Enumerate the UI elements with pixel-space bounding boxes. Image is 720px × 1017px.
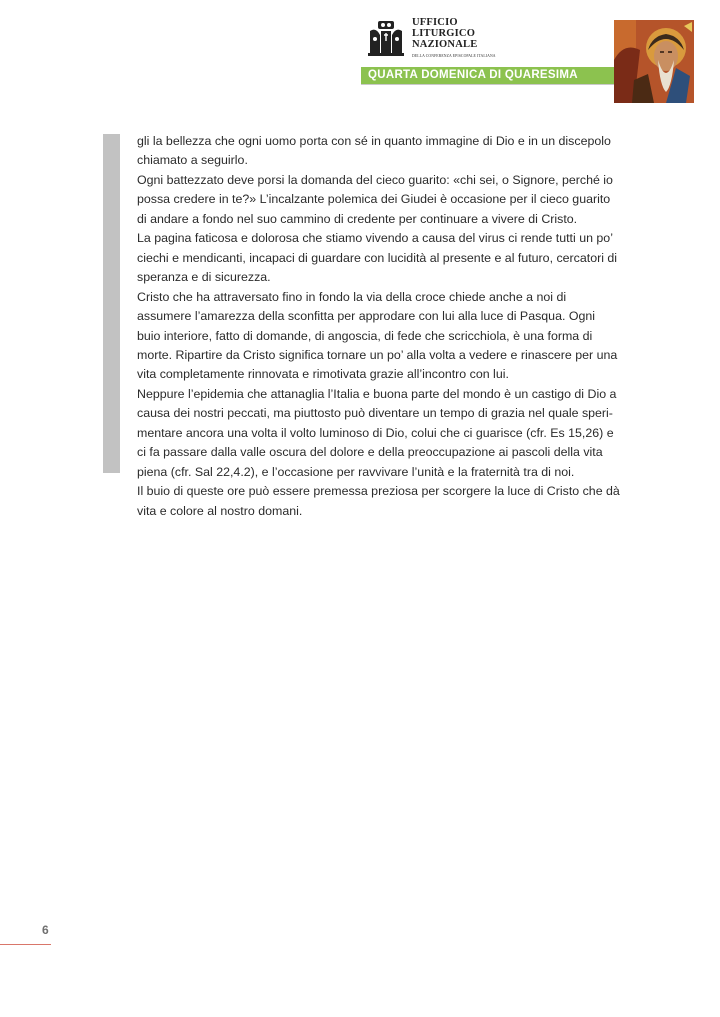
banner-divider	[361, 84, 614, 85]
body-text	[137, 132, 620, 521]
liturgical-emblem-icon	[364, 19, 408, 59]
page-number: 6	[42, 923, 49, 937]
paragraph: gli la bellezza che ogni uomo porta con sé in quanto immagine di Dio e in un discepolo chiamato a seguirlo.	[137, 134, 611, 168]
logo-wordmark	[412, 17, 477, 50]
page-number-rule	[0, 944, 51, 945]
paragraph: Cristo che ha attraversato fino in fondo la via della croce chiede anche a noi di assumere l’amarezza della sconfitta per approdare con lui alla luce di Pasqua. Ogni buio interiore, fatto di domande, di angoscia, di fede che scricchiola, è una forma di morte. Ripartire da Cristo significa tornare un po’ alla volta a vedere e rinascere per una vita completamente rinnovata e rimotivata grazie all’incontro con lui.	[137, 289, 618, 382]
page-header	[0, 0, 720, 110]
paragraph: Neppure l’epidemia che attanaglia l’Italia e buona parte del mondo è un castigo di Dio a causa dei nostri peccati, ma piuttosto può diventare un tempo di grazia nel quale speri-mentare ancora una volta il volto luminoso di Dio, colui che ci guarisce (cfr. Es 15,26) e ci fa passare dalla valle oscura del dolore e della preoccupazione ai pascoli della vita piena (cfr. Sal 22,4.2), e l’occasione per ravvivare l’unità e la fraternità tra di noi.	[137, 386, 617, 479]
paragraph: Ogni battezzato deve porsi la domanda del cieco guarito: «chi sei, o Signore, perché io possa credere in te?» L’incalzante polemica dei Giudei è occasione per il cieco guarito di andare a fondo nel suo cammino di credente per continuare a vivere di Cristo.	[137, 172, 613, 226]
ufficio-liturgico-logo	[364, 17, 504, 63]
quote-sidebar-bar	[103, 134, 120, 473]
logo-line-2: LITURGICO	[412, 28, 476, 39]
paragraph: Il buio di queste ore può essere premessa preziosa per scorgere la luce di Cristo che dà vita e colore al nostro domani.	[137, 484, 620, 518]
logo-line-3: NAZIONALE	[412, 39, 478, 50]
paragraph: La pagina faticosa e dolorosa che stiamo vivendo a causa del virus ci rende tutti un po’ ciechi e mendicanti, incapaci di guardare con lucidità al presente e al futuro, cercatori di speranza e di sicurezza.	[137, 231, 618, 285]
section-title-banner: QUARTA DOMENICA DI QUARESIMA	[361, 67, 614, 84]
logo-line-1: UFFICIO	[412, 17, 458, 28]
logo-subtitle: DELLA CONFERENZA EPISCOPALE ITALIANA	[412, 54, 496, 58]
icon-painting-image	[614, 20, 694, 103]
